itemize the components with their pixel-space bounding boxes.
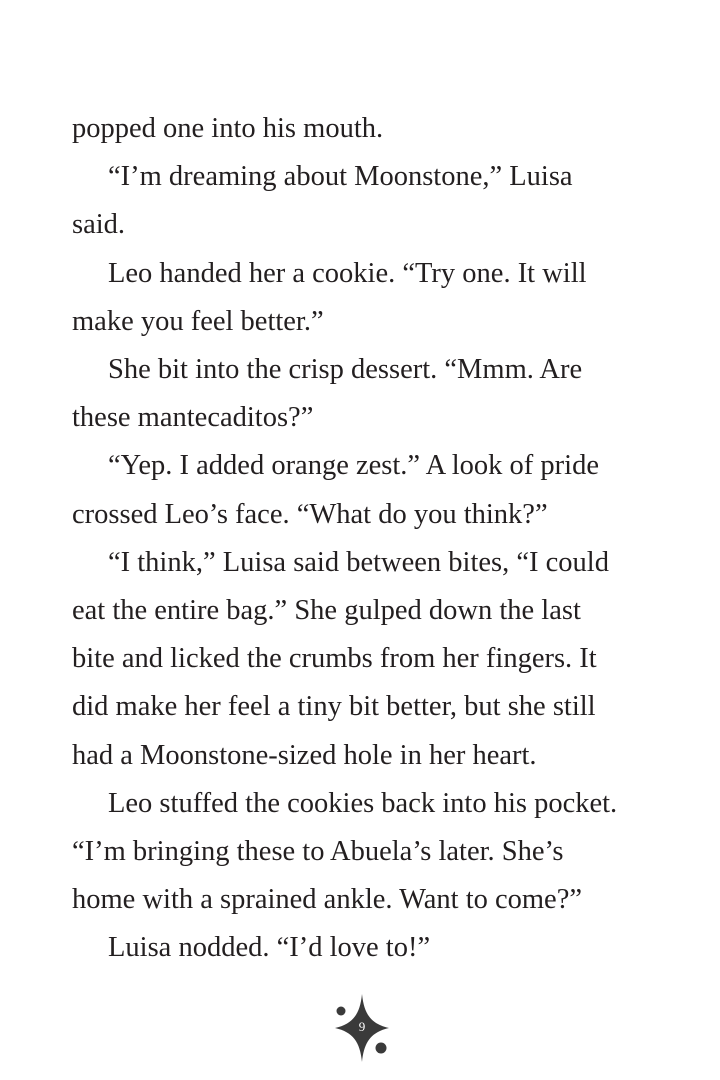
text-line: popped one into his mouth. — [72, 113, 384, 144]
text-line: home with a sprained ankle. Want to come?” — [72, 884, 583, 916]
text-line: Luisa nodded. “I’d love to!” — [108, 932, 431, 964]
text-line: bite and licked the crumbs from her fingers. It — [72, 643, 597, 675]
text-line: crossed Leo’s face. “What do you think?” — [72, 498, 548, 530]
text-line: had a Moonstone-sized hole in her heart. — [72, 739, 537, 771]
text-line: Leo stuffed the cookies back into his pocket. — [108, 787, 618, 819]
page-number-ornament — [331, 994, 393, 1066]
text-line: “Yep. I added orange zest.” A look of pride — [108, 450, 599, 482]
text-line: “I’m dreaming about Moonstone,” Luisa — [108, 161, 573, 193]
text-line: make you feel better.” — [72, 305, 324, 337]
page-number: 9 — [358, 1019, 366, 1034]
text-line: these mantecaditos?” — [72, 402, 314, 434]
text-line: did make her feel a tiny bit better, but she still — [72, 691, 596, 723]
text-line: She bit into the crisp dessert. “Mmm. Are — [108, 354, 583, 386]
text-line: eat the entire bag.” She gulped down the last — [72, 595, 581, 627]
text-line: Leo handed her a cookie. “Try one. It will — [108, 257, 587, 289]
body-text — [72, 105, 662, 973]
text-line: “I think,” Luisa said between bites, “I could — [108, 546, 609, 578]
text-line: “I’m bringing these to Abuela’s later. She’s — [72, 836, 564, 868]
text-line: said. — [72, 209, 126, 241]
